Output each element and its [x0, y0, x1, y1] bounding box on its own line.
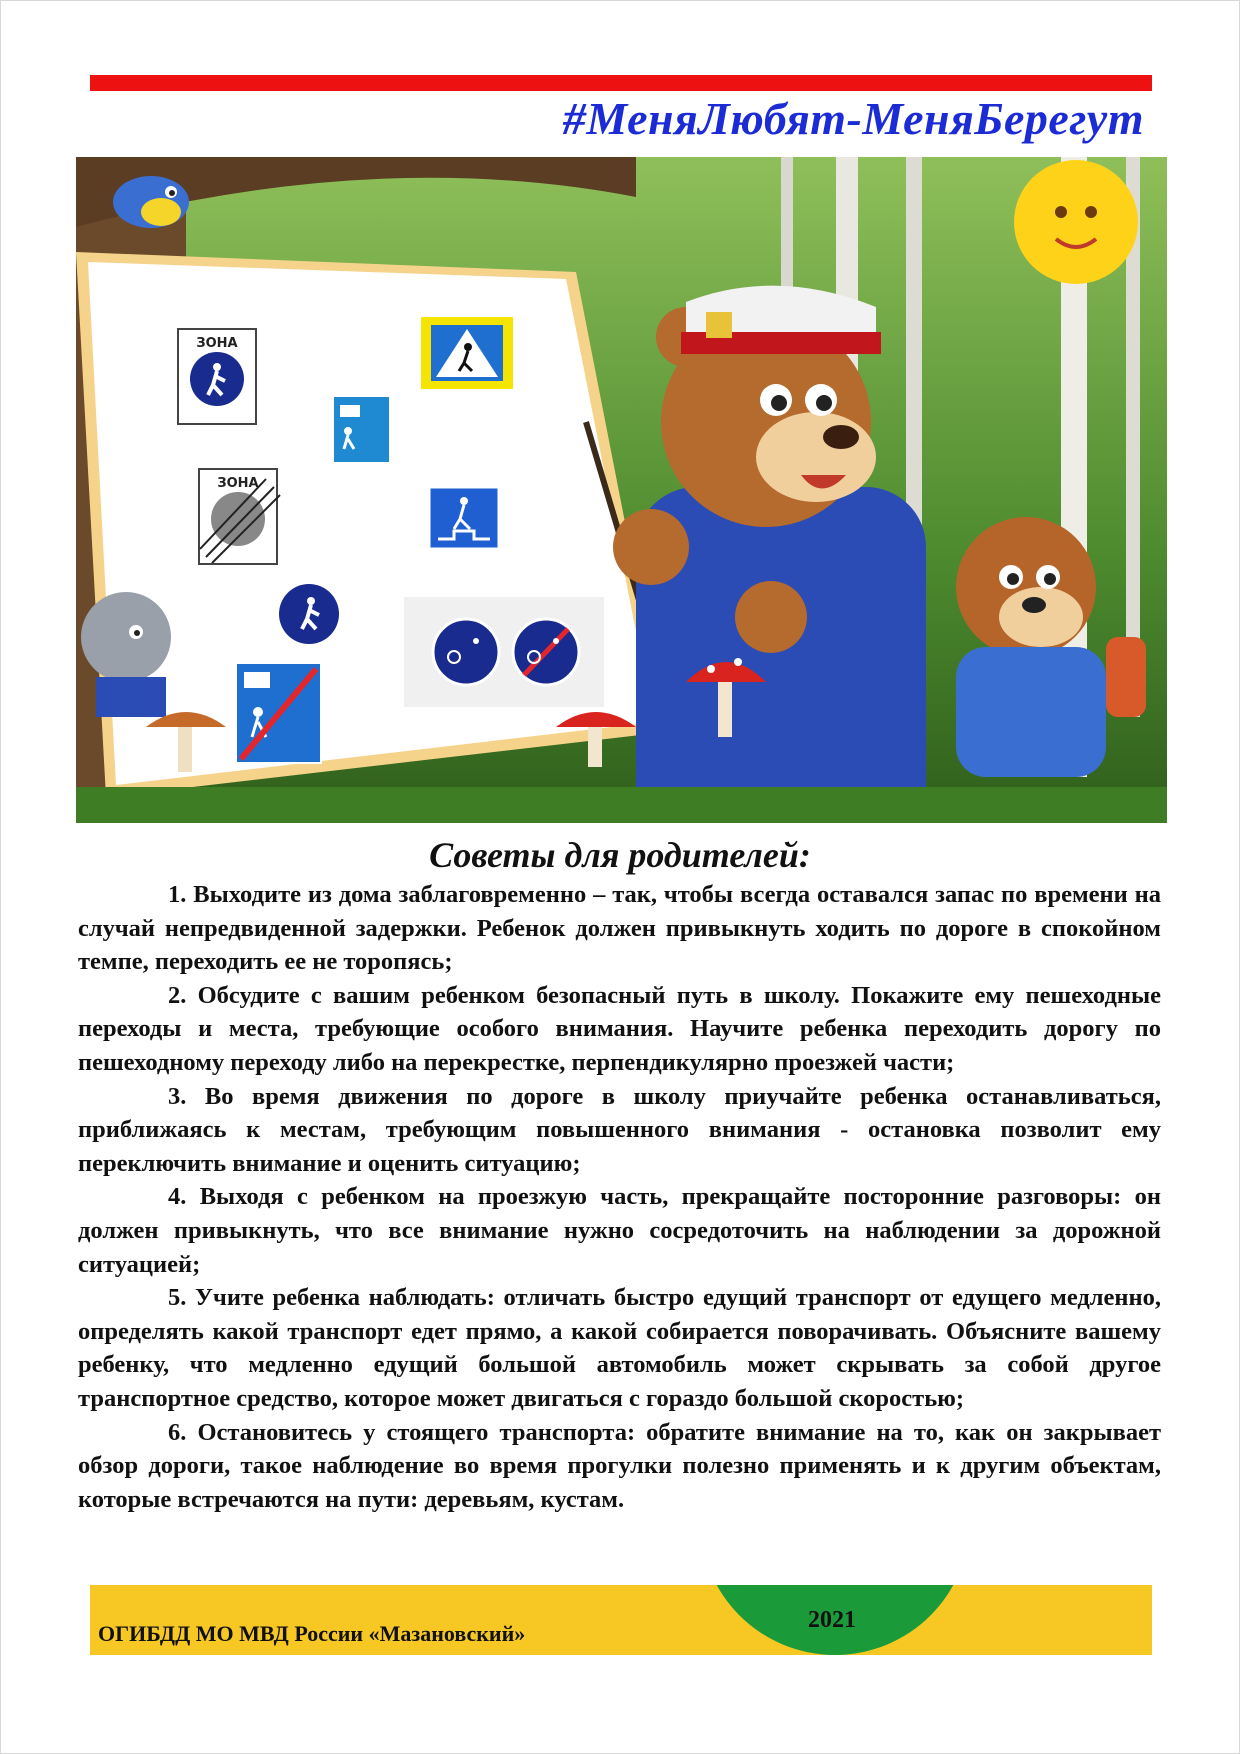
footer-band	[90, 1585, 1152, 1655]
tip-item: 2. Обсудите с вашим ребенком безопасный путь в школу. Покажите ему пешеходные переходы и места, требующие особого внимания. Научите ребенка переходить дорогу по пешеходному переходу либо на перекрестке, перпендикулярно проезжей части;	[78, 981, 1161, 1076]
sign-living-zone	[334, 397, 389, 462]
illustration-svg	[76, 157, 1167, 823]
hashtag-title: #МеняЛюбят-МеняБерегут	[562, 93, 1144, 144]
sign-bike-ped-pair	[404, 597, 604, 707]
tip-item: 3. Во время движения по дороге в школу приучайте ребенка останавливаться, приближаясь к местам, требующим повышенного внимания - остановка позволит ему переключить внимание и оценить ситуацию;	[78, 1082, 1161, 1177]
bird	[113, 176, 189, 228]
tip-item: 4. Выходя с ребенком на проезжую часть, прекращайте посторонние разговоры: он должен привыкнуть, что все внимание нужно сосредоточить на наблюдении за дорожной ситуацией;	[78, 1183, 1161, 1278]
sign-zone-end	[199, 469, 280, 564]
sign-pedestrian-path	[279, 584, 339, 644]
footer-organization: ОГИБДД МО МВД России «Мазановский»	[98, 1621, 526, 1646]
sun-icon	[1014, 160, 1138, 284]
sign-crosswalk	[421, 317, 513, 389]
tips-title: Советы для родителей:	[429, 835, 811, 875]
sun-eye	[1085, 206, 1097, 218]
sign-living-zone-end	[236, 663, 321, 763]
sun-eye	[1055, 206, 1067, 218]
sign-zone-pedestrian	[178, 329, 256, 424]
grass	[76, 787, 1167, 823]
illustration	[76, 157, 1167, 823]
header-red-bar	[90, 75, 1152, 91]
sign-underpass	[429, 487, 499, 549]
footer-year: 2021	[808, 1607, 856, 1633]
tips-list	[78, 878, 1161, 1516]
tip-item: 1. Выходите из дома заблаговременно – так, чтобы всегда оставался запас по времени на случай непредвиденной задержки. Ребенок должен привыкнуть ходить по дороге в спокойном темпе, переходить ее не торопясь;	[78, 881, 1161, 976]
tip-item: 5. Учите ребенка наблюдать: отличать быстро едущий транспорт от едущего медленно, определять какой транспорт едет прямо, а какой собирается поворачивать. Объясните вашему ребенку, что медленно едущий большой автомобиль может скрывать за собой другое транспортное средство, которое может двигаться с гораздо большой скоростью;	[78, 1284, 1161, 1412]
sign-zone-label: ЗОНА	[196, 336, 238, 351]
sign-zone-label: ЗОНА	[217, 476, 259, 491]
tip-item: 6. Остановитесь у стоящего транспорта: обратите внимание на то, как он закрывает обзор дороги, такое наблюдение во время прогулки полезно применять и к другим объектам, которые встречаются на пути: деревьям, кустам.	[78, 1418, 1161, 1513]
